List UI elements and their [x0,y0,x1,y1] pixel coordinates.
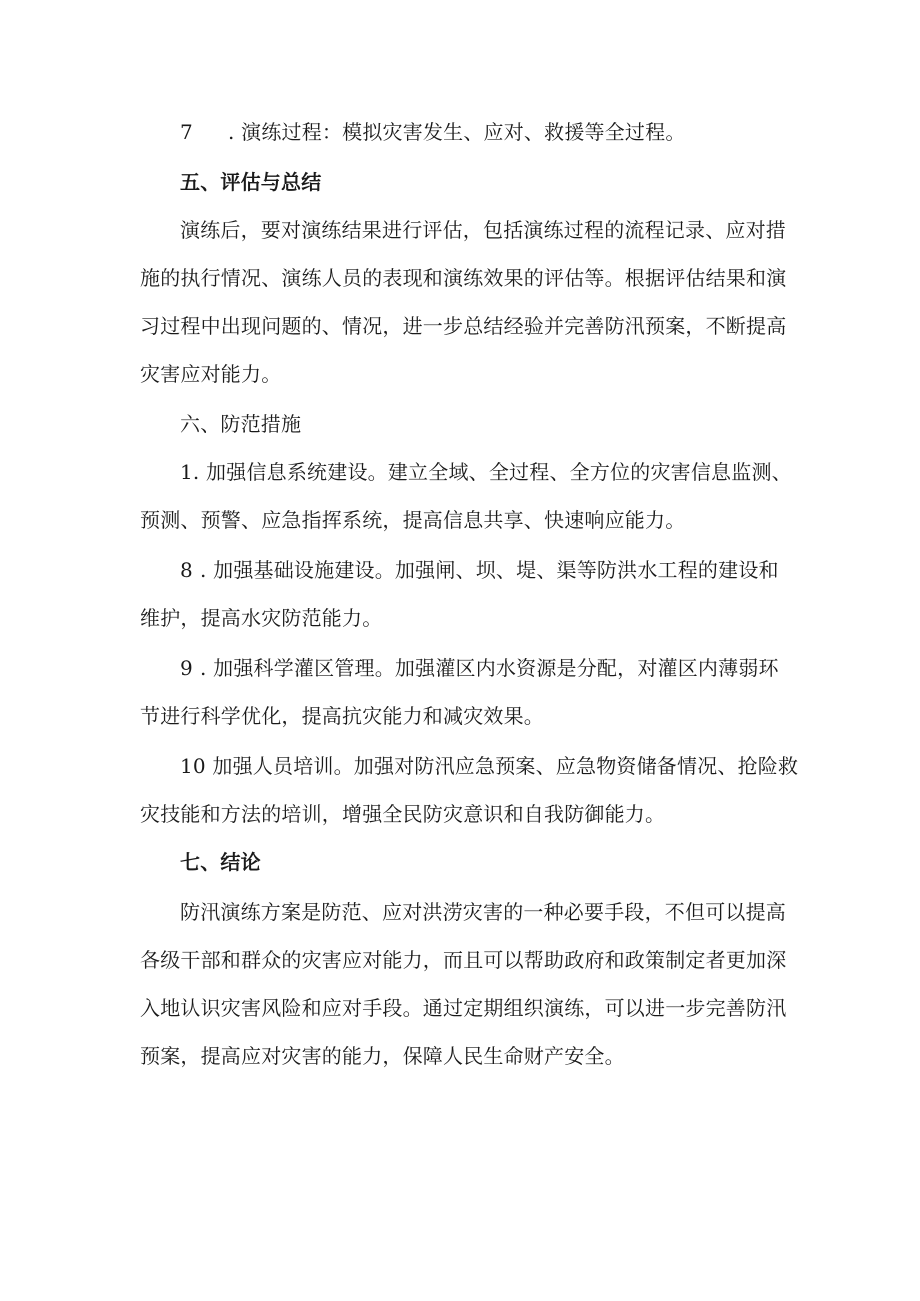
paragraph-line: 入地认识灾害风险和应对手段。通过定期组织演练，可以进一步完善防汛 [140,996,787,1020]
paragraph-line: 预测、预警、应急指挥系统，提高信息共享、快速响应能力。 [140,508,686,532]
section-heading-prevention: 六、防范措施 [180,412,302,436]
paragraph-line: 节进行科学优化，提高抗灾能力和减灾效果。 [140,704,544,728]
section-heading-conclusion: 七、结论 [180,850,261,874]
item-text: . 演练过程：模拟灾害发生、应对、救援等全过程。 [228,120,686,144]
paragraph-line: 10 加强人员培训。加强对防汛应急预案、应急物资储备情况、抢险救 [180,754,799,778]
list-item-8 [180,558,779,582]
paragraph-line: 施的执行情况、演练人员的表现和演练效果的评估等。根据评估结果和演 [140,266,787,290]
item-text: . 加强科学灌区管理。加强灌区内水资源是分配，对灌区内薄弱环 [200,656,779,680]
paragraph-line: 维护，提高水灾防范能力。 [140,606,383,630]
section-heading-evaluation: 五、评估与总结 [180,170,322,194]
list-item-9 [180,656,779,680]
item-number: 9 [180,656,193,680]
list-item-7 [180,120,686,144]
paragraph-line: 各级干部和群众的灾害应对能力，而且可以帮助政府和政策制定者更加深 [140,948,787,972]
paragraph-line: 预案，提高应对灾害的能力，保障人民生命财产安全。 [140,1044,625,1068]
item-number: 7 [180,120,193,144]
paragraph-line: 1. 加强信息系统建设。建立全域、全过程、全方位的灾害信息监测、 [180,460,792,484]
item-number: 8 [180,558,193,582]
paragraph-line: 演练后，要对演练结果进行评估，包括演练过程的流程记录、应对措 [180,218,786,242]
paragraph-line: 习过程中出现问题的、情况，进一步总结经验并完善防汛预案，不断提高 [140,314,787,338]
item-text: . 加强基础设施建设。加强闸、坝、堤、渠等防洪水工程的建设和 [200,558,779,582]
paragraph-line: 灾技能和方法的培训，增强全民防灾意识和自我防御能力。 [140,802,666,826]
paragraph-line: 灾害应对能力。 [140,362,282,386]
paragraph-line: 防汛演练方案是防范、应对洪涝灾害的一种必要手段，不但可以提高 [180,900,786,924]
